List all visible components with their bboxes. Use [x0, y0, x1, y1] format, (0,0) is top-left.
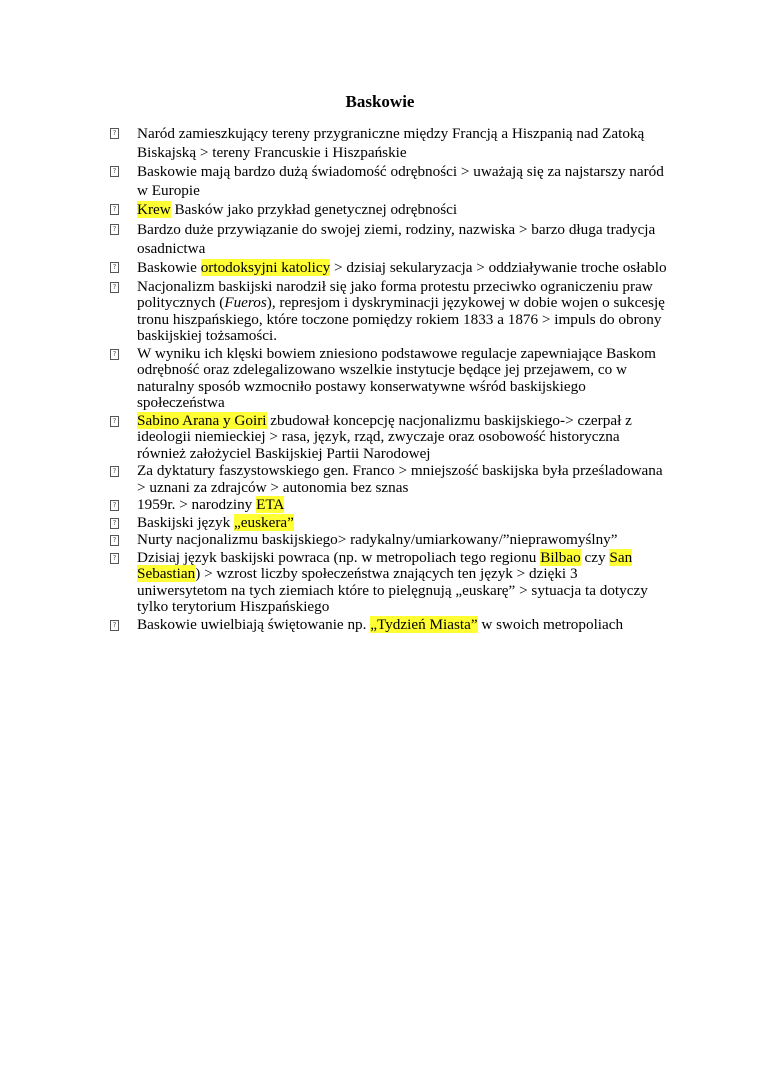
item-text: > dzisiaj sekularyzacja > oddziaływanie troche osłablo	[330, 259, 667, 277]
missing-glyph-bullet-icon: ?	[110, 416, 119, 427]
item-text: Baskowie uwielbiają świętowanie np.	[137, 615, 371, 633]
list-item	[110, 163, 670, 200]
item-text: czy	[580, 548, 610, 566]
missing-glyph-bullet-icon: ?	[110, 535, 119, 546]
list-item	[110, 125, 670, 162]
item-text: Baskowie mają bardzo dużą świadomość odrębności > uważają się za najstarszy naród w Europie	[137, 163, 664, 199]
missing-glyph-bullet-icon: ?	[110, 349, 119, 360]
list-item	[110, 413, 670, 463]
list-item	[110, 532, 670, 549]
list-item	[110, 221, 670, 258]
list-item	[110, 617, 670, 634]
list-item	[110, 201, 670, 220]
highlighted-text: „euskera”	[234, 513, 294, 531]
highlighted-text: Krew	[137, 201, 171, 219]
missing-glyph-bullet-icon: ?	[110, 466, 119, 477]
missing-glyph-bullet-icon: ?	[110, 282, 119, 293]
missing-glyph-bullet-icon: ?	[110, 262, 119, 273]
missing-glyph-bullet-icon: ?	[110, 500, 119, 511]
item-text: Basków jako przykład genetycznej odrębności	[170, 201, 458, 219]
item-text: W wyniku ich klęski bowiem zniesiono podstawowe regulacje zapewniające Baskom odrębność oraz zdelegalizowano wszelkie instytucje będące jej przejawem, co w naturalny sposób wzmocniło postawy konserwatywne wśród baskijskiego społeczeństwa	[137, 344, 656, 412]
highlighted-text: Sabino Arana y Goiri	[137, 411, 267, 429]
highlighted-text: „Tydzień Miasta”	[370, 615, 478, 633]
item-text: Nurty nacjonalizmu baskijskiego> radykalny/umiarkowany/”nieprawomyślny”	[137, 531, 618, 549]
missing-glyph-bullet-icon: ?	[110, 553, 119, 564]
item-text: Naród zamieszkujący tereny przygraniczne między Francją a Hiszpanią nad Zatoką Biskajską > tereny Francuskie i Hiszpańskie	[137, 125, 645, 161]
highlighted-text: ortodoksyjni katolicy	[200, 259, 331, 277]
item-text: 1959r. > narodziny	[137, 496, 257, 514]
list-item	[110, 259, 670, 278]
missing-glyph-bullet-icon: ?	[110, 204, 119, 215]
list-item	[110, 279, 670, 345]
missing-glyph-bullet-icon: ?	[110, 128, 119, 139]
missing-glyph-bullet-icon: ?	[110, 620, 119, 631]
item-text: Za dyktatury faszystowskiego gen. Franco > mniejszość baskijska była prześladowana > uznani za zdrajców > autonomia bez sznas	[137, 462, 663, 496]
item-text: Baskowie	[137, 259, 201, 277]
italic-text: Fueros	[224, 294, 267, 312]
item-text: ), represjom i dyskryminacji językowej w dobie wojen o sukcesję tronu hiszpańskiego, które toczone pomiędzy rokiem 1833 a 1876 > impuls do obrony baskijskiej tożsamości.	[137, 294, 665, 345]
list-item	[110, 550, 670, 616]
list-item	[110, 346, 670, 412]
item-text: Dzisiaj język baskijski powraca (np. w metropoliach tego regionu	[137, 548, 541, 566]
item-text: zbudował koncepcję nacjonalizmu baskijskiego-> czerpał z ideologii niemieckiej > rasa, język, rząd, zwyczaje oraz osobowość historyczna również założyciel Baskijskiej Partii Narodowej	[137, 411, 632, 462]
missing-glyph-bullet-icon: ?	[110, 224, 119, 235]
item-text: Bardzo duże przywiązanie do swojej ziemi, rodziny, nazwiska > barzo długa tradycja osadnictwa	[137, 220, 656, 257]
missing-glyph-bullet-icon: ?	[110, 166, 119, 177]
document-title: Baskowie	[345, 92, 415, 111]
list-item	[110, 463, 670, 496]
item-text: Nacjonalizm baskijski narodził się jako forma protestu przeciwko ograniczeniu praw politycznych (	[137, 277, 653, 312]
item-text: ) > wzrost liczby społeczeństwa znających ten język > dzięki 3 uniwersytetom na tych ziemiach które to pielęgnują „euskarę” > sytuacja ta dotyczy tylko terytorium Hiszpańskiego	[137, 565, 648, 616]
highlighted-text: Bilbao	[540, 548, 581, 566]
bullet-list	[110, 125, 670, 634]
item-text: w swoich metropoliach	[477, 615, 624, 633]
item-text: Baskijski język	[137, 513, 235, 531]
highlighted-text: San Sebastian	[137, 548, 633, 583]
missing-glyph-bullet-icon: ?	[110, 518, 119, 529]
highlighted-text: ETA	[256, 496, 285, 514]
list-item	[110, 515, 670, 532]
list-item	[110, 497, 670, 514]
